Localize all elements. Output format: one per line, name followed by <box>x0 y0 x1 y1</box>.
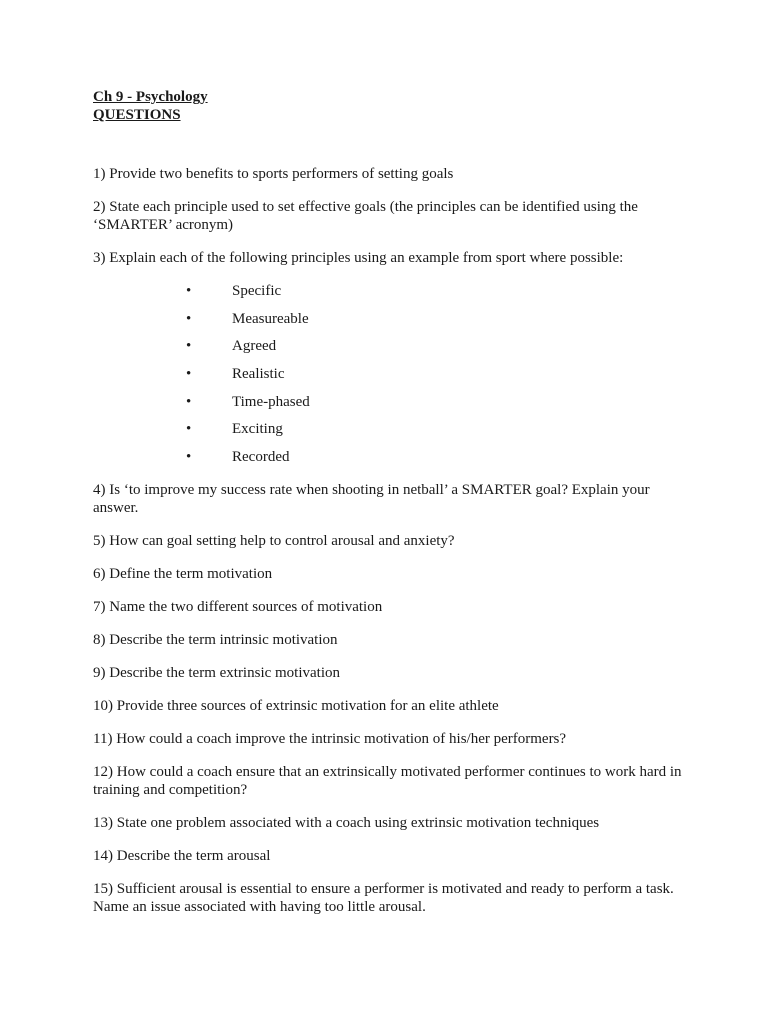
bullet-icon: • <box>186 366 192 383</box>
bullet-icon: • <box>186 310 192 327</box>
question-item: 14) Describe the term arousal <box>93 848 271 865</box>
question-item: 12) How could a coach ensure that an extrinsically motivated performer continues to work hard in training and competition? <box>93 764 682 799</box>
list-item <box>93 337 683 355</box>
list-item <box>93 282 683 300</box>
principle-label: Recorded <box>232 449 290 466</box>
question-item: 15) Sufficient arousal is essential to ensure a performer is motivated and ready to perform a task. Name an issue associated with having too little arousal. <box>93 881 674 916</box>
question-item: 7) Name the two different sources of motivation <box>93 599 383 616</box>
principle-label: Time-phased <box>232 393 310 410</box>
question-item: 11) How could a coach improve the intrinsic motivation of his/her performers? <box>93 731 567 748</box>
question-item: 4) Is ‘to improve my success rate when shooting in netball’ a SMARTER goal? Explain your answer. <box>93 482 650 517</box>
list-item <box>93 310 683 328</box>
list-item <box>93 448 683 466</box>
question-item: 13) State one problem associated with a coach using extrinsic motivation techniques <box>93 815 600 832</box>
bullet-icon: • <box>186 338 192 355</box>
bullet-icon: • <box>186 421 192 438</box>
principle-label: Agreed <box>232 338 277 355</box>
question-list <box>93 165 683 931</box>
list-item <box>93 365 683 383</box>
principles-list <box>93 282 683 466</box>
bullet-icon: • <box>186 393 192 410</box>
question-item: 3) Explain each of the following principles using an example from sport where possible: <box>93 250 624 266</box>
question-item: 10) Provide three sources of extrinsic motivation for an elite athlete <box>93 698 499 715</box>
question-item: 2) State each principle used to set effective goals (the principles can be identified using the ‘SMARTER’ acronym) <box>93 199 638 233</box>
question-item: 8) Describe the term intrinsic motivation <box>93 632 338 649</box>
bullet-icon: • <box>186 283 192 299</box>
document-header <box>93 88 208 124</box>
principle-label: Realistic <box>232 366 285 383</box>
chapter-title: Ch 9 - Psychology <box>93 89 208 105</box>
list-item <box>93 420 683 438</box>
bullet-icon: • <box>186 449 192 466</box>
question-item: 5) How can goal setting help to control arousal and anxiety? <box>93 533 455 550</box>
principle-label: Measureable <box>232 310 309 327</box>
question-item: 6) Define the term motivation <box>93 566 273 583</box>
question-item: 9) Describe the term extrinsic motivation <box>93 665 341 682</box>
section-title: QUESTIONS <box>93 107 181 123</box>
principle-label: Exciting <box>232 421 283 438</box>
list-item <box>93 393 683 411</box>
principle-label: Specific <box>232 283 282 299</box>
question-item: 1) Provide two benefits to sports performers of setting goals <box>93 166 454 182</box>
